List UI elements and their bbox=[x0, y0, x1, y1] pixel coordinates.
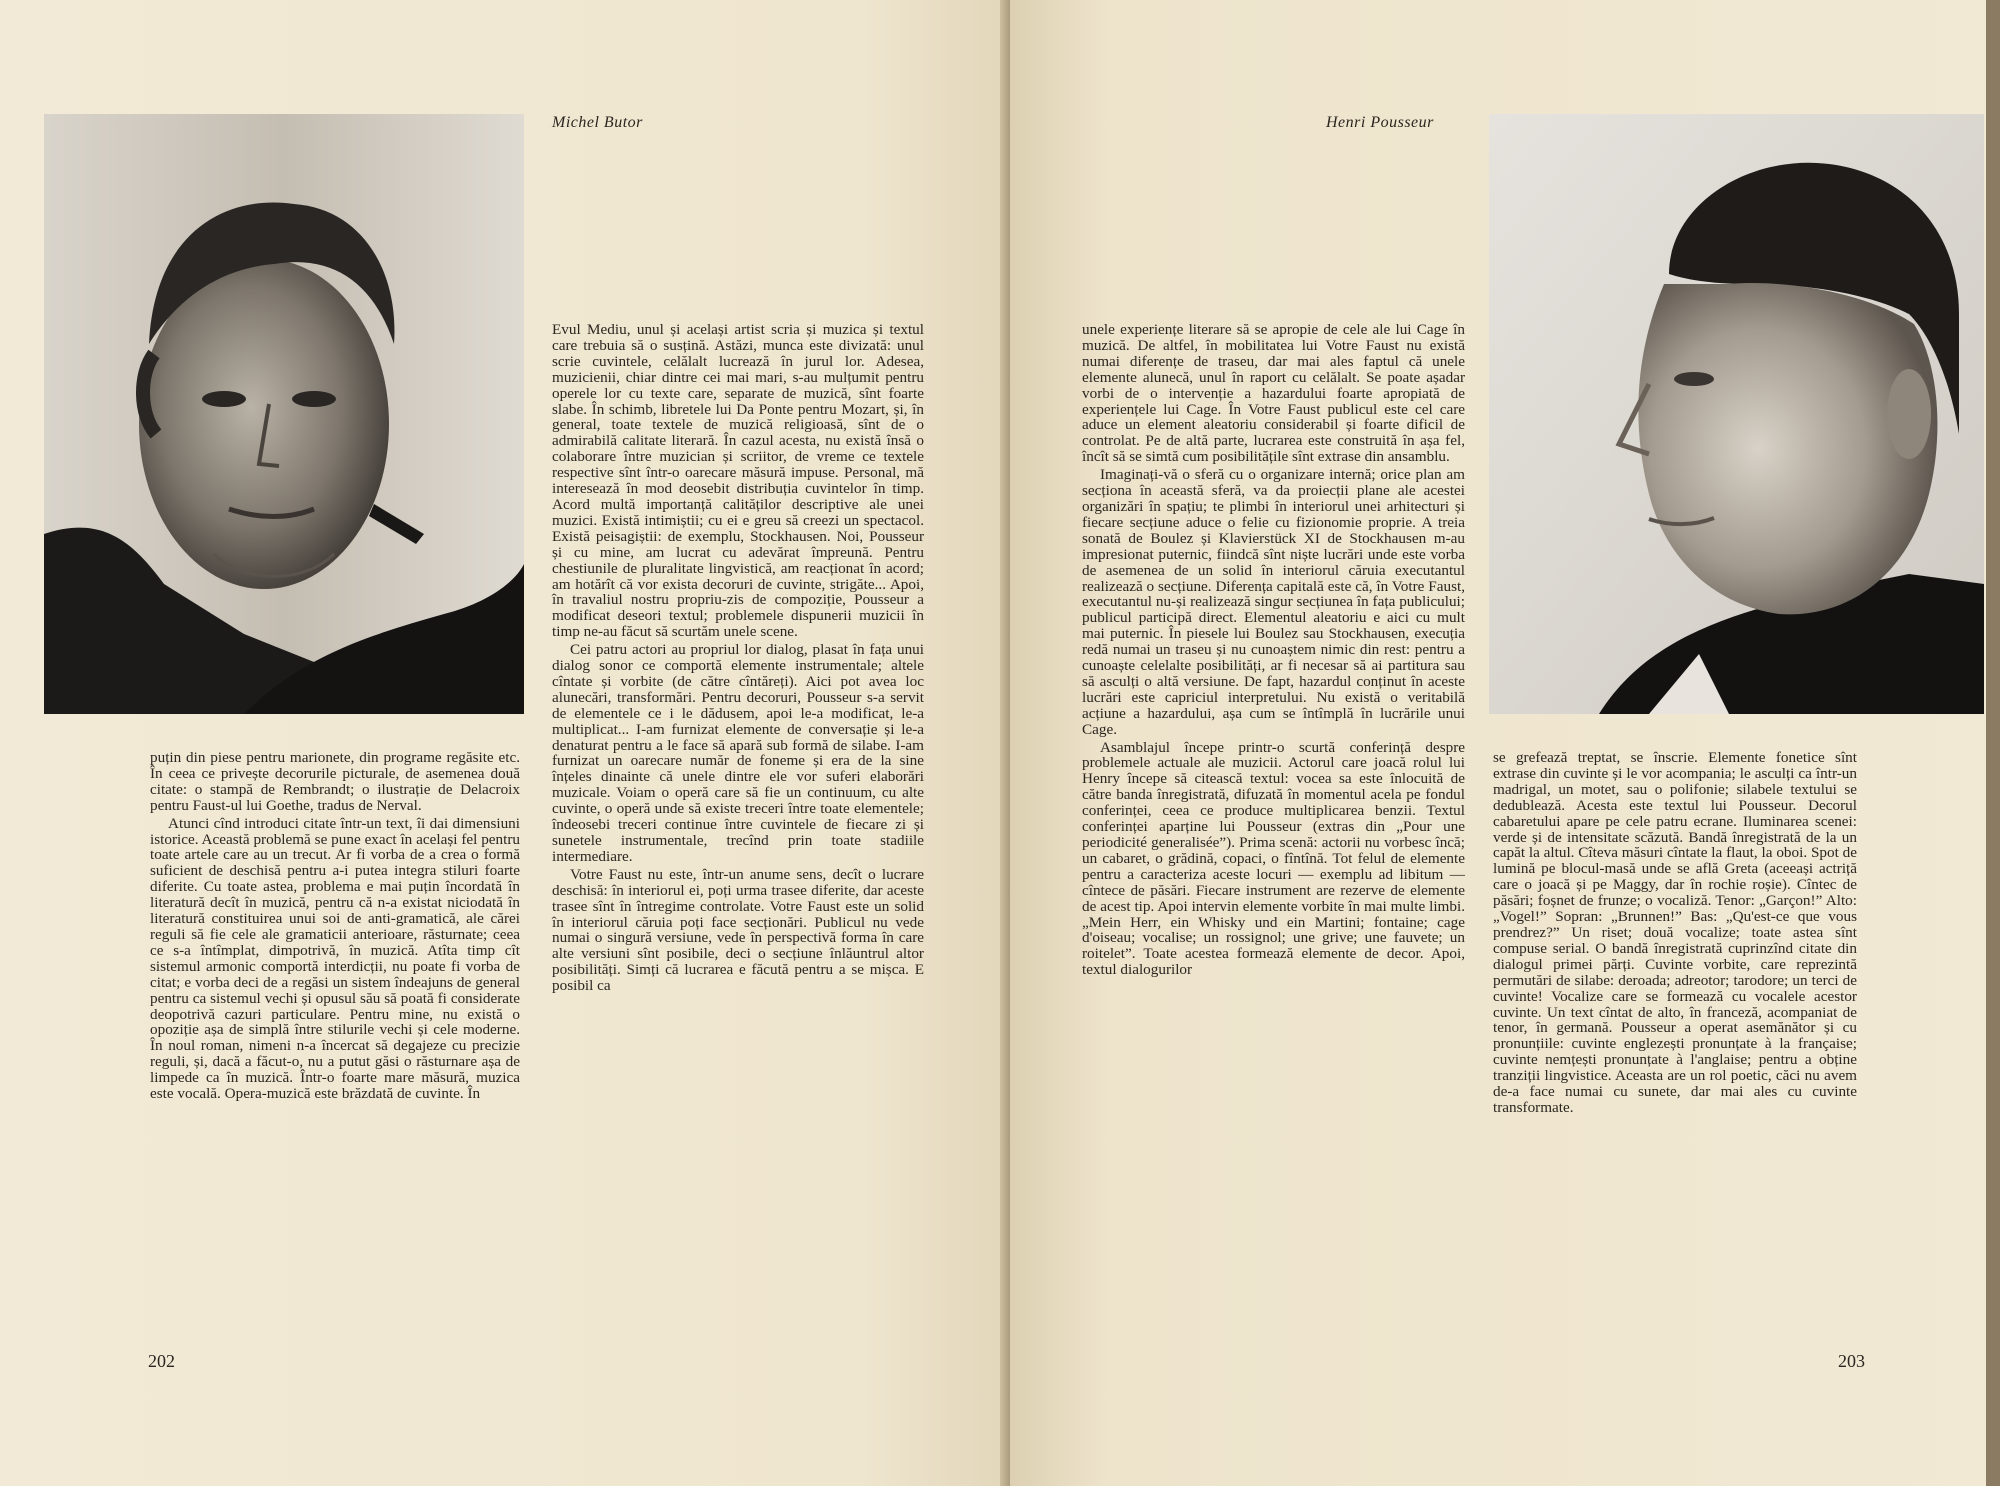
paragraph: se grefează treptat, se înscrie. Elemente fonetice sînt extrase din cuvinte și le vor acompania; le asculți ca într-un madrigal, un motet, sau o polifonie; silabele textului se dedublează. Acesta este textul lui Pousseur. Decorul cabaretului apare pe cele patru ecrane. Iluminarea scenei: verde și de intensitate scăzută. Bandă înregistrată de la un capăt la altul. Cîteva măsuri cîntate la flaut, la oboi. Spot de lumină pe blocul-masă unde se află Greta (aceeași actriță care o joacă și pe Maggy, dar în rochie roșie). Cîntec de păsări; foșnet de frunze; o vocaliză. Tenor: „Garçon!” Alto: „Vogel!” Sopran: „Brunnen!” Bas: „Qu'est-ce que vous prendrez?” Un riset; două vocalize; toate astea sînt compuse serial. O bandă înregistrată cuprinzînd citate din dialogul primei părți. Cuvinte vorbite, care reprezintă permutări de silabe: deroada; adreotor; tarodore; un terci de cuvinte! Vocalize care se formează cu vocalele acestor cuvinte. Un text cîntat de alto, în franceză, acompaniat de tenor, în germană. Pousseur a operat asemănător și cu pronunțiile: cuvinte englezești pronunțate à la française; cuvinte nemțești pronunțate à l'anglaise; pentru a obține tranziții lingvistice. Aceasta are un rol poetic, căci nu avem de-a face numai cu sunete, dar mai ales cu cuvinte transformate. bbox=[1493, 749, 1857, 1116]
left-column-2 bbox=[552, 322, 924, 994]
running-head-right: Henri Pousseur bbox=[1326, 114, 1434, 131]
book-edge-right bbox=[1986, 0, 2000, 1486]
portrait-photo-image bbox=[1489, 114, 1984, 714]
running-head-left: Michel Butor bbox=[552, 114, 643, 131]
portrait-photo-michel-butor bbox=[44, 114, 524, 714]
paragraph: Votre Faust nu este, într-un anume sens, decît o lucrare deschisă: în interiorul ei, poți urma trasee diferite, dar aceste trasee sînt în întregime controlate. Votre Faust este un solid în interiorul căruia poți face secționări. Publicul nu vede numai o singură versiune, vede în perspectivă forma în care alte versiuni sînt posibile, deci o secțiune înlăuntrul altor posibilități. Simți că lucrarea e făcută pentru a se mișca. E posibil ca bbox=[552, 865, 924, 995]
right-page bbox=[1010, 0, 2000, 1486]
paragraph: Cei patru actori au propriul lor dialog, plasat în fața unui dialog sonor ce comportă elemente instrumentale; altele cîntate și vorbite (de către cîntăreți). Aici pot avea loc alunecări, transformări. Pentru decoruri, Pousseur s-a servit de elementele ce i le dădusem, apoi le-a modificat, le-a multiplicat... I-am furnizat elemente de conversație și le-a denaturat pentru a le face să apară sub formă de silabe. I-am furnizat un oarecare număr de foneme și era de la sine înțeles dinainte că unele dintre ele vor suferi elaborări muzicale. Voiam o operă care să fie un continuum, cu alte cuvinte, o operă unde să existe treceri între toate elementele; îndeosebi treceri continue între cuvintele de fiecare zi și sunetele instrumentale, trecînd prin toate stadiile intermediare. bbox=[552, 641, 924, 865]
right-column-2 bbox=[1493, 750, 1857, 1116]
left-column-1 bbox=[150, 750, 520, 1102]
right-column-1 bbox=[1082, 322, 1465, 978]
page-number-right: 203 bbox=[1838, 1351, 1865, 1371]
page-number-left: 202 bbox=[148, 1351, 175, 1371]
paragraph: Evul Mediu, unul și același artist scria și muzica și textul care trebuia să o susțină. Astăzi, munca este divizată: unul scrie cuvintele, celălalt lucrează în jurul lor. Adesea, muzicienii, chiar dintre cei mai mari, s-au mulțumit pentru operele lor cu texte care, separate de muzică, sînt foarte slabe. În schimb, libretele lui Da Ponte pentru Mozart, și, în general, toate textele de muzică religioasă, sînt de o admirabilă calitate literară. În cazul acesta, nu există însă o colaborare între muzician și scriitor, de vreme ce textele respective sînt într-o oarecare măsură impuse. Personal, mă interesează în mod deosebit distribuția cuvintelor în timp. Acord multă importanță calităților descriptive ale unei muzici. Există intimiștii; cu ei e greu să creezi un spectacol. Există peisagiștii: de exemplu, Stockhausen. Noi, Pousseur și cu mine, am lucrat cu adevărat împreună. Pentru chestiunile de pluralitate lingvistică, am reacționat în acord; am hotărît că vor exista decoruri de cuvinte, strigăte... Apoi, în travaliul nostru propriu-zis de compoziție, Pousseur a modificat deseori textul; problemele dispunerii muzicii în timp ne-au făcut să scurtăm unele scene. bbox=[552, 321, 924, 641]
paragraph: Atunci cînd introduci citate într-un text, îi dai dimensiuni istorice. Această problemă se pune exact în același fel pentru toate artele care au un trecut. Ar fi vorba de a crea o formă suficient de deschisă pentru a-i putea integra stiluri foarte diferite. Cu toate astea, problema e mai puțin încordată în literatură decît în muzică, pentru că n-a existat niciodată în literatură constituirea unui soi de anti-gramatică, ale cărei reguli să fie cele ale gramaticii anterioare, răsturnate; ceea ce s-a întîmplat, dimpotrivă, în muzică. Atîta timp cît sistemul armonic comportă interdicții, nu poate fi vorba de citat; e vorba deci de a regăsi un sistem îndeajuns de general pentru ca sistemul vechi și opusul său să poată fi considerate deopotrivă cazuri particulare. Pentru mine, nu există o opoziție așa de simplă între stilurile vechi și cele moderne. În noul roman, nimeni n-a încercat să degajeze cu precizie reguli, și, dacă a făcut-o, nu a putut găsi o răsturnare așa de limpede ca în muzică. Într-o foarte mare măsură, muzica este vocală. Opera-muzică este brăzdată de cuvinte. În bbox=[150, 814, 520, 1103]
paragraph: unele experiențe literare să se apropie de cele ale lui Cage în muzică. De altfel, în mobilitatea lui Votre Faust nu există numai diferențe de traseu, dar mai ales faptul că unele elemente alunecă, unul în raport cu celălalt. Se poate așadar vorbi de o intervenție a hazardului foarte apropiată de experiențele lui Cage. În Votre Faust publicul este cel care aduce un element aleatoriu considerabil și foarte dificil de controlat. Pe de altă parte, lucrarea este construită în așa fel, încît să se simtă cum posibilitățile sînt extrase din ansamblu. bbox=[1082, 321, 1465, 466]
portrait-photo-henri-pousseur bbox=[1489, 114, 1984, 714]
paragraph: puțin din piese pentru marionete, din programe regăsite etc. În ceea ce privește decorurile picturale, de asemenea două citate: o stampă de Rembrandt; o ilustrație de Delacroix pentru Faust-ul lui Goethe, tradus de Nerval. bbox=[150, 749, 520, 814]
paragraph: Imaginați-vă o sferă cu o organizare internă; orice plan am secționa în această sferă, va da proiecții plane ale acestei organizări în spațiu; te plimbi în interiorul unei arhitecturi și fiecare secțiune aduce o felie cu fizionomie proprie. A treia sonată de Boulez și Klavierstück XI de Stockhausen m-au impresionat puternic, fiindcă sînt niște lucrări unde este vorba de asemenea de un solid în interiorul căruia executantul realizează o secțiune. Diferența capitală este că, în Votre Faust, executantul nu-și realizează singur secțiunea în fața publicului; publicul participă direct. Elementul aleatoriu e aici cu mult mai puternic. În piesele lui Boulez sau Stockhausen, execuția redă numai un traseu și nu cunoaștem nimic din rest: pentru a cunoaște celelalte posibilități, ar fi necesar să ai partitura sau să asculți o altă versiune. De fapt, hazardul conținut în aceste lucrări este capriciul interpretului. Nu există o veritabilă acțiune a hazardului, așa cum se întîmplă în lucrările unui Cage. bbox=[1082, 466, 1465, 738]
paragraph: Asamblajul începe printr-o scurtă conferință despre problemele actuale ale muzicii. Actorul care joacă rolul lui Henry începe să citească textul: vocea sa este înlocuită de către banda înregistrată, difuzată în momentul acela pe fondul conferinței, ceea ce produce multiplicarea benzii. Textul conferinței aparține lui Pousseur (extras din „Pour une periodicité generalisée”). Prima scenă: actorii nu vorbesc încă; un cabaret, o grădină, copaci, o fîntînă. Tot felul de elemente pentru a caracteriza aceste locuri — exemplu ad libitum — cîntece de păsări. Fiecare instrument are rezerve de elemente de acest tip. Apoi intervin elemente vorbite în mai multe limbi. „Mein Herr, ein Whisky und ein Martini; fontaine; cage d'oiseau; vocalise; un rossignol; une grive; une fauvete; un roitelet”. Toate acestea formează elemente de decor. Apoi, textul dialogurilor bbox=[1082, 738, 1465, 979]
portrait-photo-image bbox=[44, 114, 524, 714]
